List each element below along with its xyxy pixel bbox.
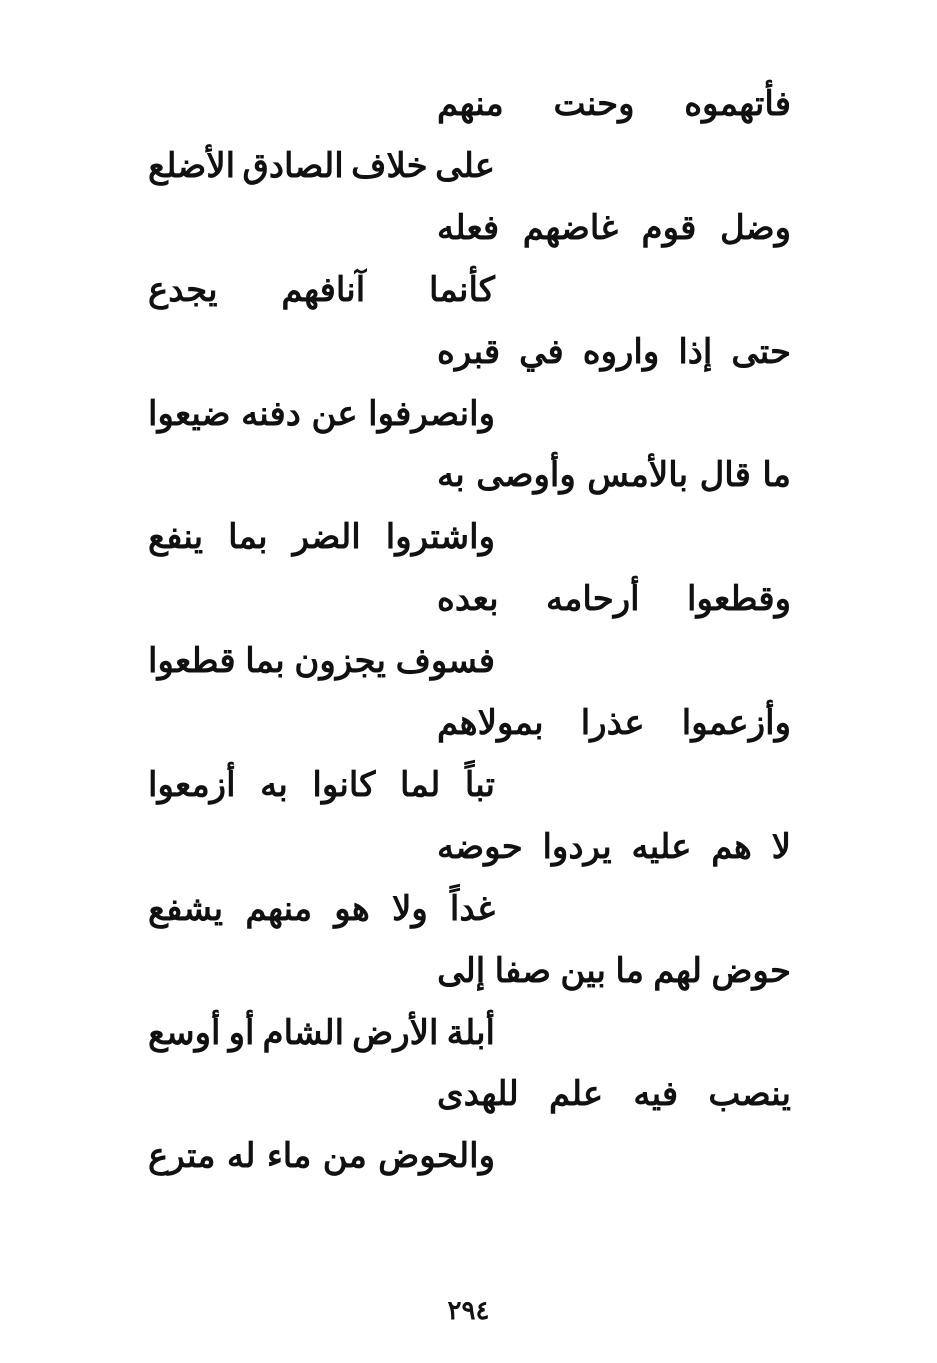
verse-word: يشفع [148,889,224,929]
verse-word: فعله [437,208,500,248]
verse-word: علم [549,1074,604,1114]
verse-word: دفنه [241,394,301,434]
verse-word: مترع [148,1136,216,1176]
verse-word: إلى [437,951,486,991]
verse-first-hemistich [437,1074,791,1114]
verse-first-hemistich [437,579,791,619]
verse-second-hemistich [148,270,495,310]
verse-first-hemistich [437,84,791,124]
verse-word: يجدع [148,270,218,310]
verse-word: له [226,1136,256,1176]
verse-word: أوسع [148,1013,221,1053]
verse-word: فسوف [395,641,495,681]
verse-word: خلاف [351,146,428,186]
verse-second-hemistich [148,517,495,557]
verse-word: بما [245,641,285,681]
verse-second-hemistich [148,1136,495,1176]
verse-word: به [437,455,465,495]
verse-word: يردوا [542,827,612,867]
verse-word: أو [228,1013,255,1053]
verse-word: آنافهم [281,270,366,310]
verse-word: بعده [437,579,499,619]
verse-word: حوضه [437,827,523,867]
verse-word: هم [711,827,752,867]
verse-word: واروه [582,332,660,372]
verse-word: ما [615,951,644,991]
verse-word: قوم [641,208,697,248]
verse-word: ينصب [708,1074,791,1114]
verse-word: الأضلع [148,146,236,186]
verse-second-hemistich [148,1013,495,1053]
verse-word: ضيعوا [148,394,231,434]
verse-word: واشتروا [385,517,495,557]
verse-word: عن [311,394,358,434]
verse-first-hemistich [437,827,791,867]
verse-word: عذرا [580,703,645,743]
verse-word: قطعوا [148,641,236,681]
verse-word: قال [699,455,751,495]
verse-word: غاضهم [522,208,619,248]
verse-word: فيه [633,1074,679,1114]
verse-word: تباً [464,765,495,805]
verse-word: الأرض [352,1013,439,1053]
verse-word: لا [771,827,791,867]
verse-word: قبره [437,332,501,372]
verse-word: وقطعوا [687,579,791,619]
verse-word: ولا [391,889,428,929]
verse-word: إذا [678,332,713,372]
verse-word: وضل [719,208,791,248]
verse-word: لما [399,765,441,805]
verse-word: من [322,1136,367,1176]
verse-word: وأوصى [476,455,576,495]
verse-word: لهم [653,951,702,991]
verse-word: بمولاهم [437,703,544,743]
verse-word: كأنما [428,270,495,310]
verse-word: كانوا [312,765,376,805]
verse-word: أرحامه [545,579,640,619]
verse-word: الصادق [242,146,344,186]
verse-first-hemistich [437,703,791,743]
verse-word: الضر [292,517,361,557]
verse-word: به [260,765,288,805]
verse-word: هو [334,889,370,929]
verse-word: منهم [437,84,504,124]
verse-word: ما [762,455,791,495]
verse-second-hemistich [148,765,495,805]
verse-second-hemistich [148,641,495,681]
verse-second-hemistich [148,394,495,434]
verse-word: غداً [449,889,495,929]
verse-word: على [435,146,495,186]
verse-word: والحوض [378,1136,495,1176]
verse-word: فأتهموه [684,84,791,124]
page-number: ٢٩٤ [447,1296,490,1326]
verse-word: أبلة [446,1013,495,1053]
verse-first-hemistich [437,208,791,248]
verse-word: في [519,332,564,372]
verse-word: بالأمس [587,455,689,495]
verse-word: أزمعوا [148,765,236,805]
verse-first-hemistich [437,951,791,991]
verse-word: حوض [711,951,791,991]
verse-second-hemistich [148,889,495,929]
verse-word: ماء [266,1136,312,1176]
verse-word: الشام [262,1013,345,1053]
verse-word: وحنت [553,84,635,124]
verse-word: منهم [245,889,313,929]
verse-word: بما [228,517,268,557]
verse-first-hemistich [437,332,791,372]
verse-word: وانصرفوا [368,394,495,434]
verse-word: ينفع [148,517,204,557]
verse-word: حتى [731,332,791,372]
verse-word: بين [560,951,606,991]
verse-word: للهدى [437,1074,519,1114]
verse-word: وأزعموا [681,703,791,743]
verse-second-hemistich [148,146,495,186]
verse-word: عليه [631,827,692,867]
verse-first-hemistich [437,455,791,495]
verse-word: يجزون [294,641,386,681]
verse-word: صفا [494,951,552,991]
